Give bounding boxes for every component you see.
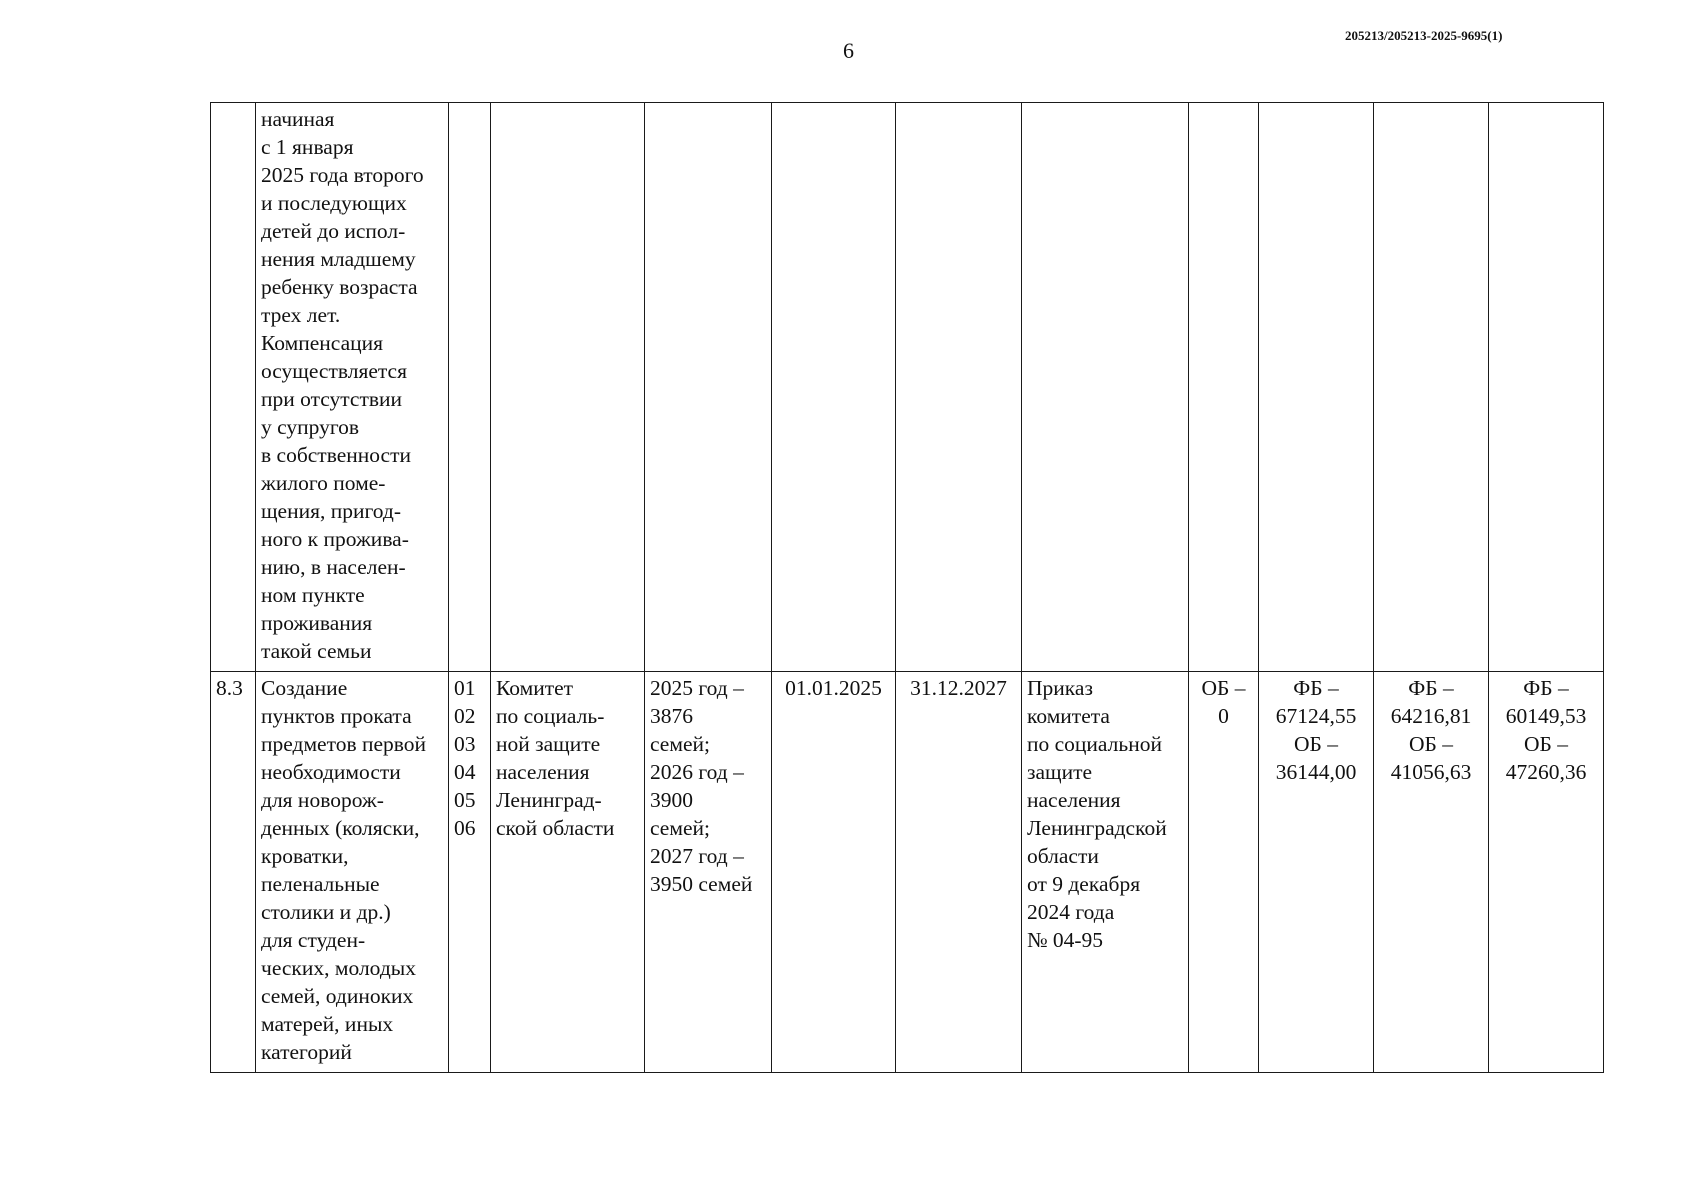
cell-legal-basis: Приказ комитета по социальной защите населения Ленинградской области от 9 декабря 2024 года № 04-95 <box>1022 672 1189 1073</box>
cell-start-date: 01.01.2025 <box>772 672 896 1073</box>
cell-description: начиная с 1 января 2025 года второго и последующих детей до испол- нения младшему ребенку возраста трех лет. Компенсация осуществляется при отсутствии у супругов в собственности жилого поме- щения, пригод- ного к прожива- нию, в населен- ном пункте проживания такой семьи <box>256 103 449 672</box>
document-id: 205213/205213-2025-9695(1) <box>1345 28 1503 43</box>
cell-number <box>211 103 256 672</box>
cell-funding-2026: ФБ – 64216,81 ОБ – 41056,63 <box>1374 672 1489 1073</box>
cell-codes: 01 02 03 04 05 06 <box>449 672 491 1073</box>
cell-codes <box>449 103 491 672</box>
cell-funding-base <box>1189 103 1259 672</box>
cell-funding-2027: ФБ – 60149,53 ОБ – 47260,36 <box>1489 672 1604 1073</box>
cell-end-date <box>896 103 1022 672</box>
cell-funding-2025 <box>1259 103 1374 672</box>
cell-funding-2027 <box>1489 103 1604 672</box>
table-row-continuation <box>211 103 1604 672</box>
cell-funding-2026 <box>1374 103 1489 672</box>
cell-end-date: 31.12.2027 <box>896 672 1022 1073</box>
cell-responsible <box>491 103 645 672</box>
cell-start-date <box>772 103 896 672</box>
cell-legal-basis <box>1022 103 1189 672</box>
cell-funding-base: ОБ – 0 <box>1189 672 1259 1073</box>
cell-responsible: Комитет по социаль- ной защите населения Ленинград- ской области <box>491 672 645 1073</box>
cell-number: 8.3 <box>211 672 256 1073</box>
cell-funding-2025: ФБ – 67124,55 ОБ – 36144,00 <box>1259 672 1374 1073</box>
measures-table <box>210 102 1604 1073</box>
table-row-8-3 <box>211 672 1604 1073</box>
cell-targets: 2025 год – 3876 семей; 2026 год – 3900 семей; 2027 год – 3950 семей <box>645 672 772 1073</box>
cell-description: Создание пунктов проката предметов первой необходимости для новорож- денных (коляски, кроватки, пеленальные столики и др.) для студен- ческих, молодых семей, одиноких матерей, иных категорий <box>256 672 449 1073</box>
page-number: 6 <box>843 38 854 63</box>
cell-targets <box>645 103 772 672</box>
